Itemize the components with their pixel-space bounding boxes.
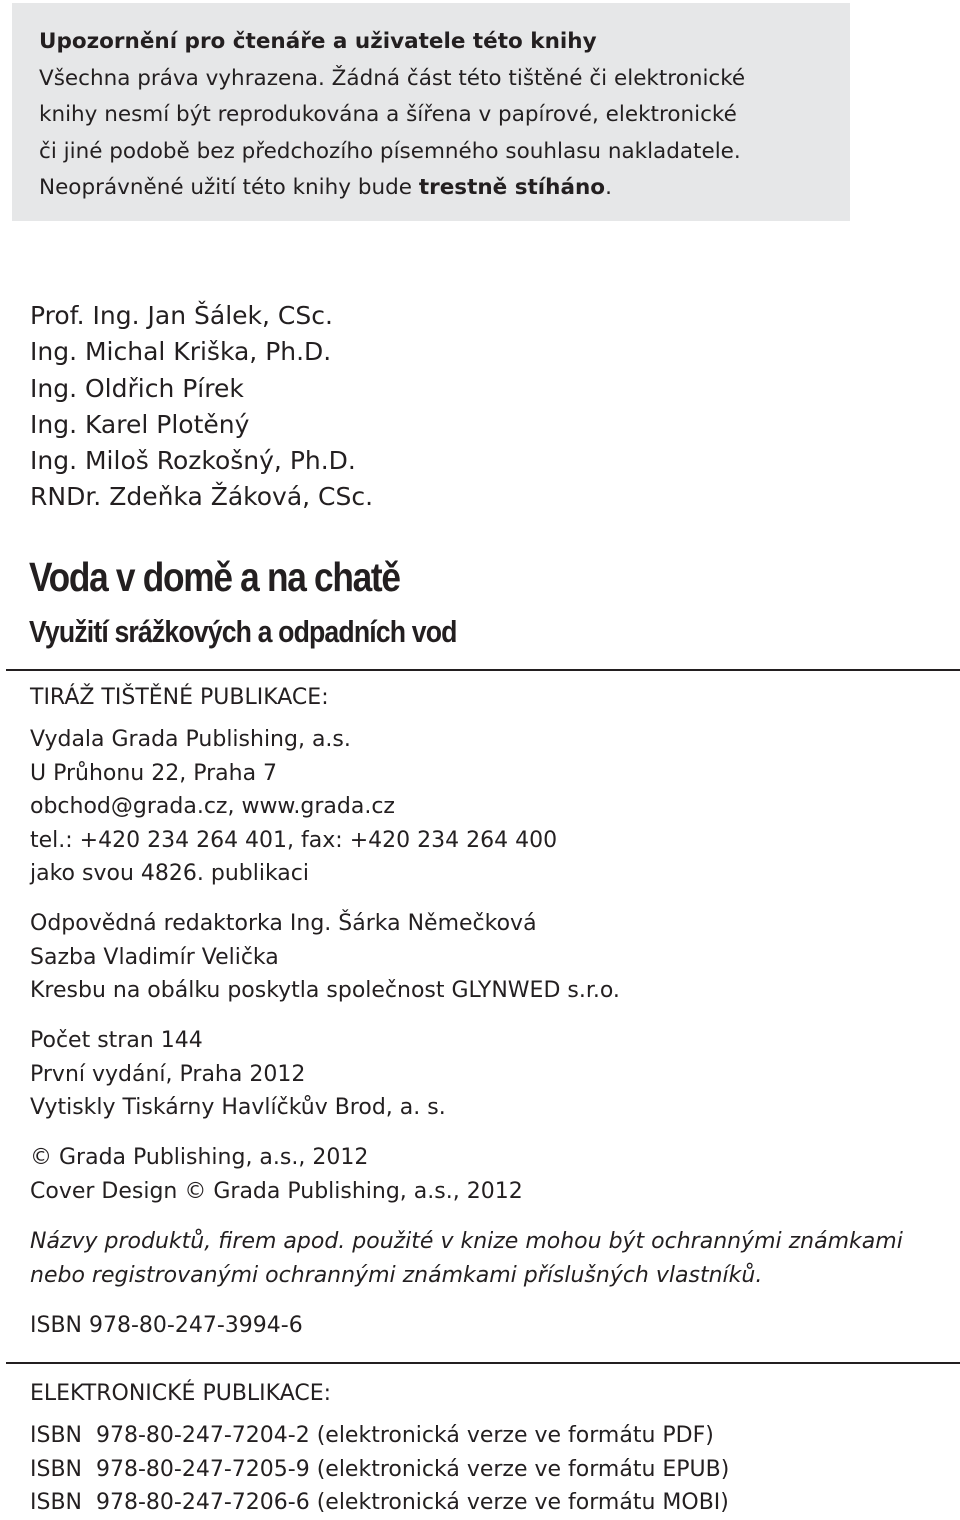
notice-line: knihy nesmí být reprodukována a šířena v papírové, elektronické (39, 102, 737, 127)
electronic-isbn: ISBN 978-80-247-7206-6 (elektronická verze ve formátu MOBI) (30, 1490, 729, 1515)
trademark-line: nebo registrovanými ochrannými známkami příslušných vlastníků. (30, 1262, 763, 1288)
publisher-line: jako svou 4826. publikaci (30, 861, 309, 886)
author-list (30, 298, 373, 516)
notice-emphasis: trestně stíháno (418, 175, 606, 200)
edition-line: První vydání, Praha 2012 (30, 1061, 306, 1087)
publisher-line: obchod@grada.cz, www.grada.cz (30, 794, 395, 819)
electronic-isbn: ISBN 978-80-247-7204-2 (elektronická verze ve formátu PDF) (30, 1423, 714, 1448)
divider (6, 1362, 960, 1364)
publisher-info (30, 723, 557, 891)
copyright-line: Cover Design © Grada Publishing, a.s., 2012 (30, 1178, 523, 1204)
publisher-line: Vydala Grada Publishing, a.s. (30, 727, 351, 752)
electronic-heading: ELEKTRONICKÉ PUBLIKACE: (30, 1381, 332, 1406)
notice-last-line (39, 170, 824, 207)
staff-line: Kresbu na obálku poskytla společnost GLYNWED s.r.o. (30, 978, 620, 1003)
author: Ing. Karel Plotěný (30, 409, 250, 439)
staff-line: Sazba Vladimír Velička (30, 944, 279, 970)
book-subtitle: Využití srážkových a odpadních vod (29, 614, 457, 649)
author: Ing. Michal Kriška, Ph.D. (30, 337, 332, 367)
notice-last-prefix: Neoprávněné užití této knihy bude (39, 175, 419, 200)
notice-line: či jiné podobě bez předchozího písemného souhlasu nakladatele. (39, 138, 741, 164)
trademark-line: Názvy produktů, firem apod. použité v knize mohou být ochrannými známkami (30, 1229, 903, 1254)
print-heading: TIRÁŽ TIŠTĚNÉ PUBLIKACE: (30, 685, 329, 710)
notice-title: Upozornění pro čtenáře a uživatele této knihy (39, 29, 597, 54)
copyright-notice-box (12, 3, 850, 221)
edition-line: Vytiskly Tiskárny Havlíčkův Brod, a. s. (30, 1095, 446, 1120)
publisher-line: U Průhonu 22, Praha 7 (30, 760, 278, 786)
copyright-info (30, 1141, 523, 1208)
staff-line: Odpovědná redaktorka Ing. Šárka Němečková (30, 911, 537, 936)
publisher-line: tel.: +420 234 264 401, fax: +420 234 264 400 (30, 827, 558, 853)
copyright-line: © Grada Publishing, a.s., 2012 (30, 1145, 369, 1170)
notice-last-suffix: . (605, 175, 612, 200)
book-title: Voda v domě a na chatě (29, 554, 400, 600)
print-isbn: ISBN 978-80-247-3994-6 (30, 1313, 303, 1338)
trademark-notice (30, 1225, 903, 1292)
notice-line: Všechna práva vyhrazena. Žádná část této tištěné či elektronické (39, 65, 746, 91)
author: Prof. Ing. Jan Šálek, CSc. (30, 301, 333, 330)
staff-info (30, 907, 620, 1008)
divider (6, 669, 960, 671)
edition-info (30, 1024, 446, 1125)
author: RNDr. Zdeňka Žáková, CSc. (30, 482, 374, 512)
electronic-isbn: ISBN 978-80-247-7205-9 (elektronická verze ve formátu EPUB) (30, 1456, 730, 1482)
edition-line: Počet stran 144 (30, 1028, 203, 1053)
electronic-isbn-list (30, 1419, 729, 1520)
author: Ing. Miloš Rozkošný, Ph.D. (30, 446, 356, 476)
author: Ing. Oldřich Pírek (30, 373, 244, 403)
